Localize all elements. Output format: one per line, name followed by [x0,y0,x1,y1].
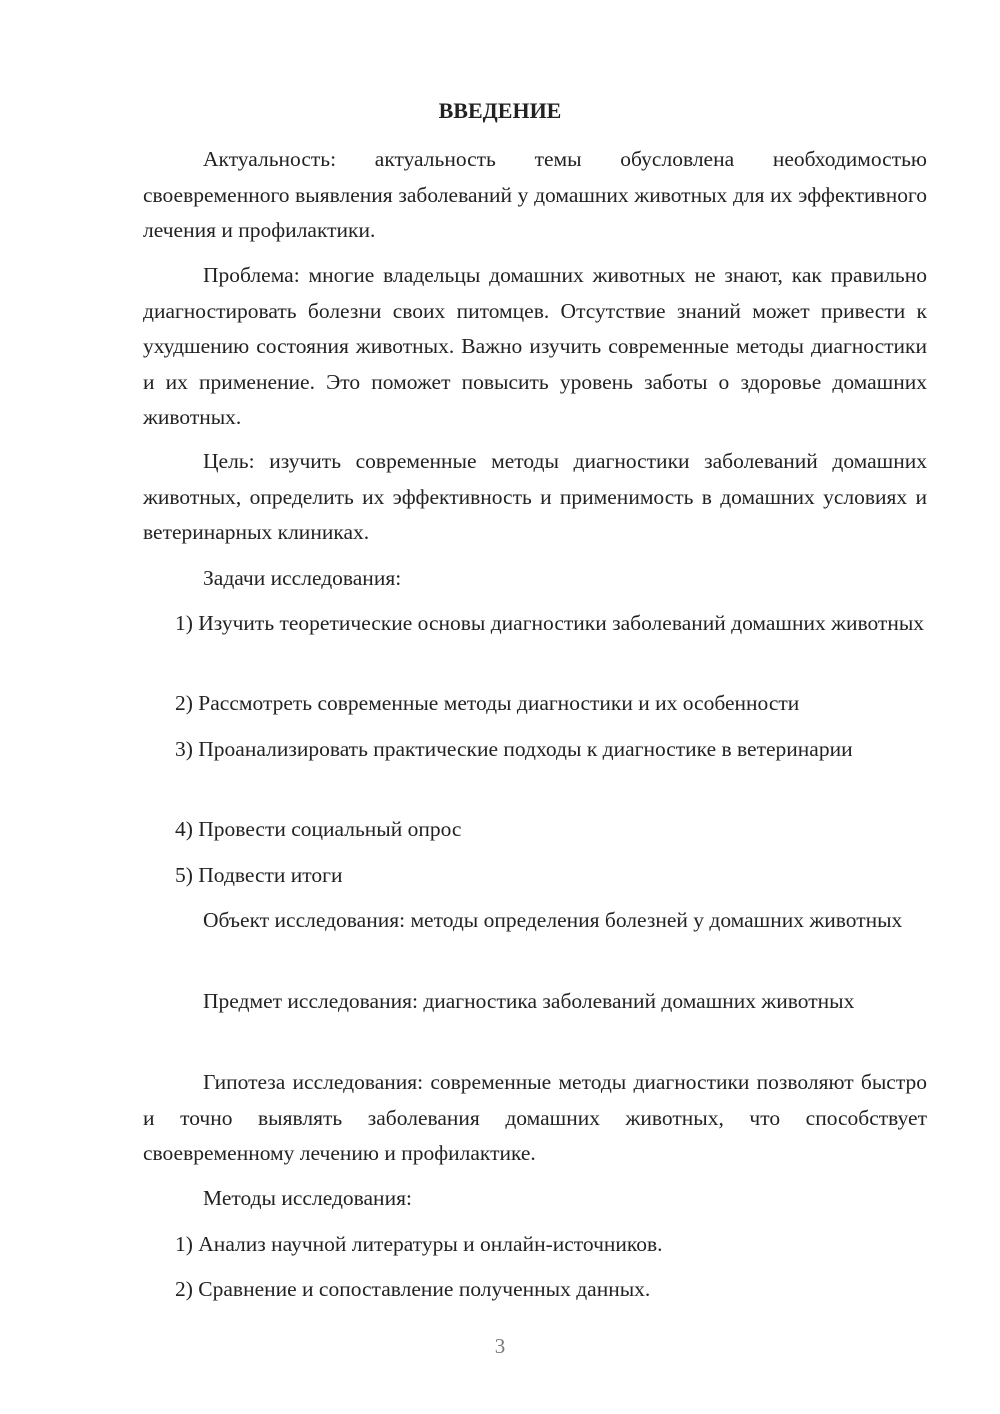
methods-heading: Методы исследования: [203,1186,412,1210]
task-item: 5) Подвести итоги [175,863,343,887]
page-title: ВВЕДЕНИЕ [438,98,562,123]
task-item: 4) Провести социальный опрос [175,817,462,841]
method-item: 2) Сравнение и сопоставление полученных данных. [175,1277,651,1301]
goal-paragraph: Цель: изучить современные методы диагностики заболеваний домашних животных, определить их эффективность и применимость в домашних условиях и ветеринарных клиниках. [143,449,927,544]
tasks-heading: Задачи исследования: [203,566,402,590]
page-number: 3 [494,1334,506,1358]
hypothesis-paragraph: Гипотеза исследования: современные методы диагностики позволяют быстро и точно выявлять заболевания домашних животных, что способствует своевременному лечению и профилактике. [143,1070,927,1165]
subject-paragraph: Предмет исследования: диагностика заболеваний домашних животных [203,989,855,1013]
problem-paragraph: Проблема: многие владельцы домашних животных не знают, как правильно диагностировать болезни своих питомцев. Отсутствие знаний может привести к ухудшению состояния животных. Важно изучить современные методы диагностики и их применение. Это поможет повысить уровень заботы о здоровье домашних животных. [143,263,927,429]
object-paragraph: Объект исследования: методы определения болезней у домашних животных [203,908,903,932]
task-item: 1) Изучить теоретические основы диагностики заболеваний домашних животных [175,611,925,635]
task-item: 2) Рассмотреть современные методы диагностики и их особенности [175,691,800,715]
method-item: 1) Анализ научной литературы и онлайн-источников. [175,1232,663,1256]
task-item: 3) Проанализировать практические подходы к диагностике в ветеринарии [175,737,853,761]
relevance-paragraph: Актуальность: актуальность темы обусловлена необходимостью своевременного выявления заболеваний у домашних животных для их эффективного лечения и профилактики. [143,147,927,242]
